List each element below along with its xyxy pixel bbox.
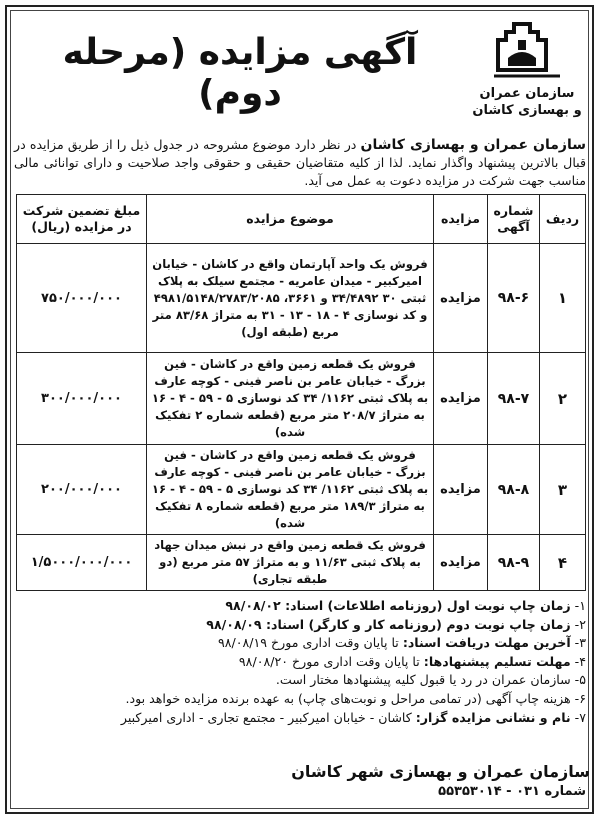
auction-subject: فروش یک قطعه زمین واقع در کاشان - فین بزرگ - خیابان عامر بن ناصر فینی - کوچه عارف به پلاک ثبتی ۱۱۶۲/ ۳۴ کد نوسازی ۵ - ۵۹ - ۴ - ۱۶ به متراژ ۱۸۹/۳ متر مربع (قطعه شماره ۸ تفکیک شده) <box>147 445 434 535</box>
header-row-number: ردیف <box>540 195 586 244</box>
notice-number: ۹۸-۹ <box>488 535 540 591</box>
intro-org-name: سازمان عمران و بهسازی کاشان <box>360 137 586 153</box>
organization-logo <box>472 18 582 130</box>
note-label: زمان چاپ نوبت اول (روزنامه اطلاعات) <box>327 598 571 613</box>
auction-subject: فروش یک قطعه زمین واقع در کاشان - فین بزرگ - خیابان عامر بن ناصر فینی - کوچه عارف به پلاک ثبتی ۱۱۶۲/ ۳۴ کد نوسازی ۵ - ۵۹ - ۴ - ۱۶ به متراژ ۲۰۸/۷ متر مربع (قطعه شماره ۲ تفکیک شده) <box>147 353 434 445</box>
notice-number: ۹۸-۸ <box>488 445 540 535</box>
list-item: ۲- زمان چاپ نوبت دوم (روزنامه کار و کارگر) اسناد: ۹۸/۰۸/۰۹ <box>206 616 586 632</box>
note-value: کاشان - خیابان امیرکبیر - مجتمع تجاری - اداری امیرکبیر <box>120 709 416 725</box>
notice-number: ۹۸-۶ <box>488 244 540 353</box>
list-item: ۵- سازمان عمران در رد یا قبول کلیه پیشنهادها مختار است. <box>275 672 586 688</box>
row-number: ۲ <box>540 353 586 445</box>
footer-organization-name: سازمان عمران و بهسازی شهر کاشان <box>291 762 590 781</box>
note-value: تا پایان وقت اداری مورخ ۹۸/۰۸/۲۰ <box>238 653 424 669</box>
guarantee-amount: ۱/۵۰۰۰/۰۰۰/۰۰۰ <box>17 535 147 591</box>
notice-number: ۹۸-۷ <box>488 353 540 445</box>
logo-org-line2: و بهسازی کاشان <box>472 103 582 118</box>
note-number: ۴ <box>579 653 586 669</box>
guarantee-amount: ۲۰۰/۰۰۰/۰۰۰ <box>17 445 147 535</box>
note-value: اسناد: ۹۸/۰۸/۰۹ <box>206 616 309 632</box>
page-title: آگهی مزایده (مرحله دوم) <box>62 32 418 114</box>
row-number: ۱ <box>540 244 586 353</box>
note-value: تا پایان وقت اداری مورخ ۹۸/۰۸/۱۹ <box>217 635 403 651</box>
note-number: ۶ <box>579 690 586 706</box>
header-subject: موضوع مزایده <box>147 195 434 244</box>
list-item: ۶- هزینه چاپ آگهی (در تمامی مراحل و نوبت‌های چاپ) به عهده برنده مزایده خواهد بود. <box>125 690 586 706</box>
contact-phone: شماره ۰۳۱ - ۵۵۳۵۳۰۱۴ <box>438 784 586 799</box>
list-item: ۳- آخرین مهلت دریافت اسناد: تا پایان وقت اداری مورخ ۹۸/۰۸/۱۹ <box>217 635 586 651</box>
note-number: ۷ <box>579 709 586 725</box>
intro-body: در نظر دارد موضوع مشروحه در جدول ذیل را از طریق مزایده در قبال بالاترین پیشنهاد واگذار نماید. لذا از کلیه متقاضیان حقیقی و حقوقی واجد صلاحیت و دارای توانائی مالی مناسب جهت شرکت در مزایده دعوت به عمل می آید. <box>14 137 586 188</box>
logo-org-line1: سازمان عمران <box>479 86 575 101</box>
table-row <box>17 353 586 445</box>
table-header-row <box>17 195 586 244</box>
auction-subject: فروش یک واحد آپارتمان واقع در کاشان - خیابان امیرکبیر - میدان عامریه - مجتمع سیلک به پلاک ثبتی ۳۰ ۳۴/۴۸۹۲ و ۳۶۶۱، ۴۹۸۱/۵۱۴۸/۲۷۸۳/۲۰۸۵ و کد نوسازی ۴ - ۱۸ - ۱۳ - ۳۱ به متراژ ۸۳/۶۸ متر مربع (طبقه اول) <box>147 244 434 353</box>
table-row <box>17 445 586 535</box>
auction-type: مزایده <box>434 445 488 535</box>
note-value: هزینه چاپ آگهی (در تمامی مراحل و نوبت‌های چاپ) به عهده برنده مزایده خواهد بود. <box>125 690 571 706</box>
notes-list <box>14 597 586 727</box>
list-item: ۴- مهلت تسلیم پیشنهادها: تا پایان وقت اداری مورخ ۹۸/۰۸/۲۰ <box>238 653 586 669</box>
list-item: ۷- نام و نشانی مزایده گزار: کاشان - خیابان امیرکبیر - مجتمع تجاری - اداری امیرکبیر <box>120 709 586 725</box>
note-value: سازمان عمران در رد یا قبول کلیه پیشنهادها مختار است. <box>275 672 571 688</box>
organization-emblem-icon <box>484 18 570 84</box>
table-row <box>17 535 586 591</box>
intro-paragraph <box>14 136 586 190</box>
note-number: ۲ <box>579 616 586 632</box>
auction-subject: فروش یک قطعه زمین واقع در نبش میدان جهاد به پلاک ثبتی ۱۱/۶۳ و به متراژ ۵۷ متر مربع (دو طبقه تجاری) <box>147 535 434 591</box>
table-row <box>17 244 586 353</box>
auction-type: مزایده <box>434 535 488 591</box>
header-notice-number: شماره آگهی <box>488 195 540 244</box>
guarantee-amount: ۷۵۰/۰۰۰/۰۰۰ <box>17 244 147 353</box>
auction-type: مزایده <box>434 244 488 353</box>
auction-table <box>16 194 586 591</box>
note-number: ۱ <box>579 598 586 613</box>
note-number: ۳ <box>579 635 586 651</box>
note-label: آخرین مهلت دریافت اسناد: <box>402 635 571 651</box>
header-type: مزایده <box>434 195 488 244</box>
guarantee-amount: ۳۰۰/۰۰۰/۰۰۰ <box>17 353 147 445</box>
note-label: نام و نشانی مزایده گزار: <box>415 709 571 725</box>
header-guarantee-amount: مبلغ تضمین شرکت در مزایده (ریال) <box>17 195 147 244</box>
list-item: ۱- زمان چاپ نوبت اول (روزنامه اطلاعات) اسناد: ۹۸/۰۸/۰۲ <box>225 598 586 613</box>
note-value: اسناد: ۹۸/۰۸/۰۲ <box>225 598 328 613</box>
auction-type: مزایده <box>434 353 488 445</box>
row-number: ۴ <box>540 535 586 591</box>
note-number: ۵ <box>579 672 586 688</box>
row-number: ۳ <box>540 445 586 535</box>
note-label: مهلت تسلیم پیشنهادها: <box>423 653 571 669</box>
note-label: زمان چاپ نوبت دوم (روزنامه کار و کارگر) <box>308 616 571 632</box>
